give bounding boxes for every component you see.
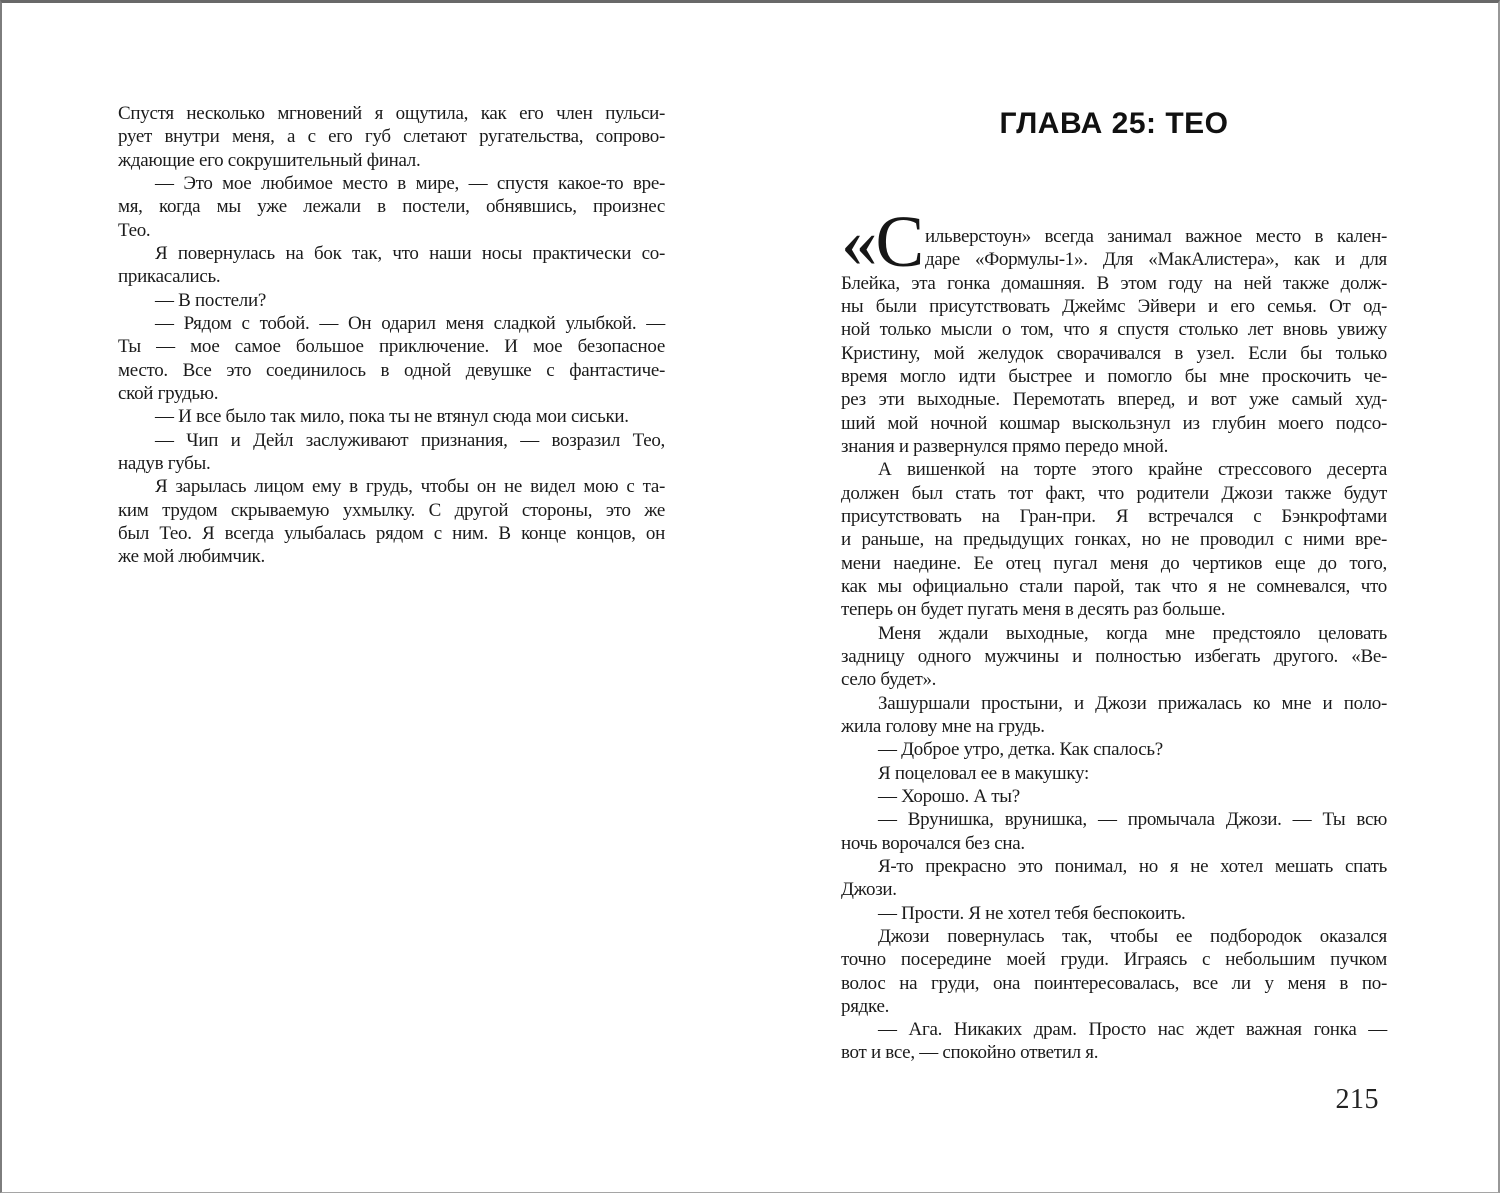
- text-line: ны были присутствовать Джеймс Эйвери и его семья. От од-: [841, 295, 1387, 317]
- paragraph: [841, 201, 1387, 458]
- text-line: ждающие его сокрушительный финал.: [118, 149, 421, 171]
- text-line: был Тео. Я всегда улыбалась рядом с ним. В конце концов, он: [118, 522, 665, 544]
- text-line: прикасались.: [118, 266, 221, 288]
- paragraph: [118, 242, 665, 289]
- text-line: Джози.: [841, 879, 897, 901]
- paragraph: [841, 902, 1387, 925]
- text-line: вот и все, — спокойно ответил я.: [841, 1042, 1099, 1064]
- text-line: теперь он будет пугать меня в десять раз больше.: [841, 599, 1226, 621]
- text-line: Блейка, эта гонка домашняя. В этом году на ней также долж-: [841, 272, 1387, 294]
- drop-cap: «С: [841, 201, 923, 282]
- paragraph: [841, 458, 1387, 621]
- text-line: точно посередине моей груди. Играясь с небольшим пучком: [841, 949, 1387, 971]
- text-line: — Прости. Я не хотел тебя беспокоить.: [878, 902, 1186, 924]
- text-line: задницу одного мужчины и полностью избегать другого. «Ве-: [841, 645, 1387, 667]
- text-line: Спустя несколько мгновений я ощутила, как его член пульси-: [118, 103, 665, 124]
- text-line: Кристину, мой желудок сворачивался в узел. Если бы только: [841, 342, 1387, 364]
- text-line: место. Все это соединилось в одной девушке с фантастиче-: [118, 359, 665, 381]
- text-line: как мы официально стали парой, так что я не сомневался, что: [841, 575, 1387, 597]
- text-line: и раньше, на предыдущих гонках, но не проводил с ними вре-: [841, 529, 1387, 551]
- text-line: Джози повернулась так, чтобы ее подбородок оказался: [878, 925, 1387, 947]
- paragraph: [841, 738, 1387, 761]
- paragraph: [118, 429, 665, 476]
- text-line: ночь ворочался без сна.: [841, 832, 1025, 854]
- text-line: Меня ждали выходные, когда мне предстояло целовать: [878, 622, 1387, 644]
- text-line: ной только мысли о том, что я спустя столько лет вновь увижу: [841, 319, 1387, 341]
- text-line: Я повернулась на бок так, что наши носы практически со-: [155, 242, 665, 264]
- text-line: Тео.: [118, 219, 151, 241]
- text-line: даре «Формулы-1». Для «МакАлистера», как и для: [925, 249, 1387, 271]
- paragraph: [841, 855, 1387, 902]
- text-line: — Ага. Никаких драм. Просто нас ждет важная гонка —: [878, 1019, 1387, 1041]
- text-line: Ты — мое самое большое приключение. И мое безопасное: [118, 336, 665, 358]
- text-line: должен был стать тот факт, что родители Джози также будут: [841, 482, 1387, 504]
- text-line: знания и развернулся прямо передо мной.: [841, 435, 1169, 457]
- paragraph: [841, 808, 1387, 855]
- paragraph: [118, 312, 665, 405]
- text-line: жила голову мне на грудь.: [841, 715, 1045, 737]
- text-line: рядке.: [841, 995, 890, 1017]
- text-line: — Доброе утро, детка. Как спалось?: [878, 739, 1163, 761]
- left-page: [118, 102, 665, 569]
- paragraph: [118, 475, 665, 568]
- text-line: мени наедине. Ее отец пугал меня до чертиков еще до того,: [841, 552, 1387, 574]
- text-line: рез эти выходные. Перемотать вперед, и вот уже самый худ-: [841, 389, 1387, 411]
- paragraph: [118, 289, 665, 312]
- chapter-title: ГЛАВА 25: ТЕО: [999, 107, 1229, 140]
- text-line: — Чип и Дейл заслуживают признания, — возразил Тео,: [155, 429, 665, 451]
- paragraph: [118, 102, 665, 172]
- text-line: ким трудом скрываемую ухмылку. С другой стороны, это же: [118, 499, 665, 521]
- text-line: — Рядом с тобой. — Он одарил меня сладкой улыбкой. —: [155, 312, 665, 334]
- text-line: волос на груди, она поинтересовалась, все ли у меня в по-: [841, 972, 1387, 994]
- text-line: — В постели?: [155, 289, 266, 311]
- paragraph: [841, 1018, 1387, 1065]
- page-text: [841, 201, 1387, 1065]
- text-line: — Врунишка, врунишка, — промычала Джози. — Ты всю: [878, 809, 1387, 831]
- text-line: село будет».: [841, 669, 937, 691]
- paragraph: [841, 785, 1387, 808]
- paragraph: [118, 405, 665, 428]
- text-line: Зашуршали простыни, и Джози прижалась ко мне и поло-: [878, 692, 1387, 714]
- text-line: надув губы.: [118, 452, 211, 474]
- paragraph: [841, 622, 1387, 692]
- right-page: [841, 102, 1387, 1065]
- text-line: — И все было так мило, пока ты не втянул сюда мои сиськи.: [155, 406, 629, 428]
- text-line: Я зарылась лицом ему в грудь, чтобы он не видел мою с та-: [155, 476, 665, 498]
- text-line: мя, когда мы уже лежали в постели, обнявшись, произнес: [118, 196, 665, 218]
- paragraph: [841, 692, 1387, 739]
- text-line: ильверстоун» всегда занимал важное место в кален-: [925, 226, 1387, 247]
- paragraph: [841, 762, 1387, 785]
- text-line: ший мой ночной кошмар выскользнул из глубин моего подсо-: [841, 412, 1387, 434]
- text-line: присутствовать на Гран-при. Я встречался с Бэнкрофтами: [841, 505, 1387, 527]
- text-line: рует внутри меня, а с его губ слетают ругательства, сопрово-: [118, 126, 665, 148]
- text-line: Я поцеловал ее в макушку:: [878, 762, 1089, 784]
- text-line: время могло идти быстрее и помогло бы мне проскочить че-: [841, 365, 1387, 387]
- text-line: А вишенкой на торте этого крайне стрессового десерта: [878, 459, 1387, 481]
- text-line: же мой любимчик.: [118, 546, 265, 568]
- paragraph: [841, 925, 1387, 1018]
- page-number: 215: [1335, 1084, 1379, 1115]
- text-line: — Это мое любимое место в мире, — спустя какое-то вре-: [155, 172, 665, 194]
- text-line: Я-то прекрасно это понимал, но я не хотел мешать спать: [878, 855, 1387, 877]
- paragraph: [118, 172, 665, 242]
- text-line: ской грудью.: [118, 382, 219, 404]
- text-line: — Хорошо. А ты?: [878, 785, 1020, 807]
